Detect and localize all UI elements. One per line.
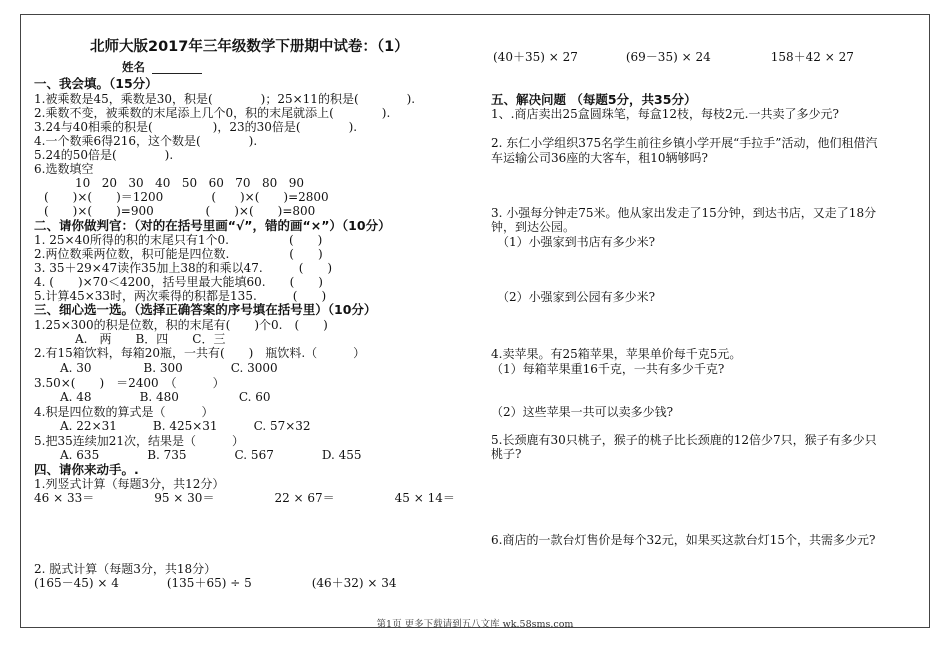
question-line: 1.列竖式计算（每题3分，共12分） xyxy=(34,477,225,491)
question-line: 10 20 30 40 50 60 70 80 90 xyxy=(75,176,304,190)
question-line: A. 635 B. 735 C. 567 D. 455 xyxy=(60,448,362,462)
section-heading: 一、我会填。（15分） xyxy=(34,76,158,91)
question-line: 桃子? xyxy=(491,447,522,461)
section-heading: 二、请你做判官：（对的在括号里画“√”，错的画“×”）（10分） xyxy=(34,218,391,233)
question-line: （1）每箱苹果重16千克，一共有多少千克? xyxy=(491,362,725,376)
question-line: A. 22×31 B. 425×31 C. 57×32 xyxy=(60,419,311,433)
question-line: 2.两位数乘两位数，积可能是四位数. ( ) xyxy=(34,247,323,261)
section-heading: 五、解决问题 （每题5分，共35分） xyxy=(491,92,697,107)
question-line: 1.被乘数是45，乘数是30，积是( )；25×11的积是( ). xyxy=(34,92,416,106)
question-line: 1、.商店卖出25盒圆珠笔，每盒12枝，每枝2元.一共卖了多少元? xyxy=(491,107,839,121)
question-line: (40＋35) × 27 (69－35) × 24 158＋42 × 27 xyxy=(493,50,854,64)
question-line: 2. 脱式计算（每题3分，共18分） xyxy=(34,562,217,576)
question-line: 4. ( )×70＜4200，括号里最大能填60. ( ) xyxy=(34,275,323,289)
question-line: 6.选数填空 xyxy=(34,162,94,176)
question-line: ( )×( )＝1200 ( )×( )=2800 xyxy=(44,190,329,204)
question-line: 6.商店的一款台灯售价是每个32元，如果买这款台灯15个，共需多少元? xyxy=(491,533,876,547)
question-line: 1.25×300的积是位数，积的末尾有( )个0. ( ) xyxy=(34,318,328,332)
question-line: 5.24的50倍是( ). xyxy=(34,148,174,162)
question-line: 3. 35＋29×47读作35加上38的和乘以47. ( ) xyxy=(34,261,333,275)
question-line: 5.长颈鹿有30只桃子，猴子的桃子比长颈鹿的12倍少7只，猴子有多少只 xyxy=(491,433,877,447)
question-line: （2）小强家到公园有多少米? xyxy=(497,290,656,304)
question-line: 5.把35连续加21次，结果是（ ） xyxy=(34,434,244,448)
name-label: 姓名 xyxy=(122,60,145,74)
section-heading: 四、请你来动手。. xyxy=(34,462,139,477)
question-line: ( )×( )=900 ( )×( )=800 xyxy=(44,204,316,218)
question-line: 4.卖苹果。有25箱苹果，苹果单价每千克5元。 xyxy=(491,347,742,361)
question-line: 46 × 33＝ 95 × 30＝ 22 × 67＝ 45 × 14＝ xyxy=(34,491,455,505)
question-line: 5.计算45×33时，两次乘得的积都是135. ( ) xyxy=(34,289,327,303)
question-line: （2）这些苹果一共可以卖多少钱? xyxy=(491,405,674,419)
section-heading: 三、细心选一选。（选择正确答案的序号填在括号里）（10分） xyxy=(34,302,377,317)
question-line: 4.积是四位数的算式是（ ） xyxy=(34,405,214,419)
question-line: 3. 小强每分钟走75米。他从家出发走了15分钟，到达书店，又走了18分 xyxy=(491,206,877,220)
page-footer: 第1页 更多下载请到五八文库 wk.58sms.com xyxy=(376,619,574,630)
exam-title: 北师大版2017年三年级数学下册期中试卷：（1） xyxy=(90,39,409,55)
question-line: 3.50×( ) ＝2400 （ ） xyxy=(34,376,225,390)
question-line: A. 30 B. 300 C. 3000 xyxy=(60,361,278,375)
question-line: 4.一个数乘6得216，这个数是( ). xyxy=(34,134,258,148)
question-line: 3.24与40相乘的积是( )，23的30倍是( ). xyxy=(34,120,358,134)
question-line: A. 48 B. 480 C. 60 xyxy=(60,390,271,404)
question-line: 2.有15箱饮料，每箱20瓶，一共有( ) 瓶饮料.（ ） xyxy=(34,346,366,360)
question-line: （1）小强家到书店有多少米? xyxy=(497,235,656,249)
question-line: 车运输公司36座的大客车，租10辆够吗? xyxy=(491,151,708,165)
question-line: 1. 25×40所得的积的末尾只有1个0. ( ) xyxy=(34,233,323,247)
question-line: (165－45) × 4 (135＋65) ÷ 5 (46＋32) × 34 xyxy=(34,576,397,590)
question-line: 2. 东仁小学组织375名学生前往乡镇小学开展“手拉手”活动，他们租借汽 xyxy=(491,136,878,150)
name-underline xyxy=(152,73,202,74)
question-line: 钟，到达公园。 xyxy=(491,220,576,234)
question-line: 2.乘数不变，被乘数的末尾添上几个0，积的末尾就添上( ). xyxy=(34,106,391,120)
question-line: A. 两 B．四 C．三 xyxy=(75,332,226,346)
